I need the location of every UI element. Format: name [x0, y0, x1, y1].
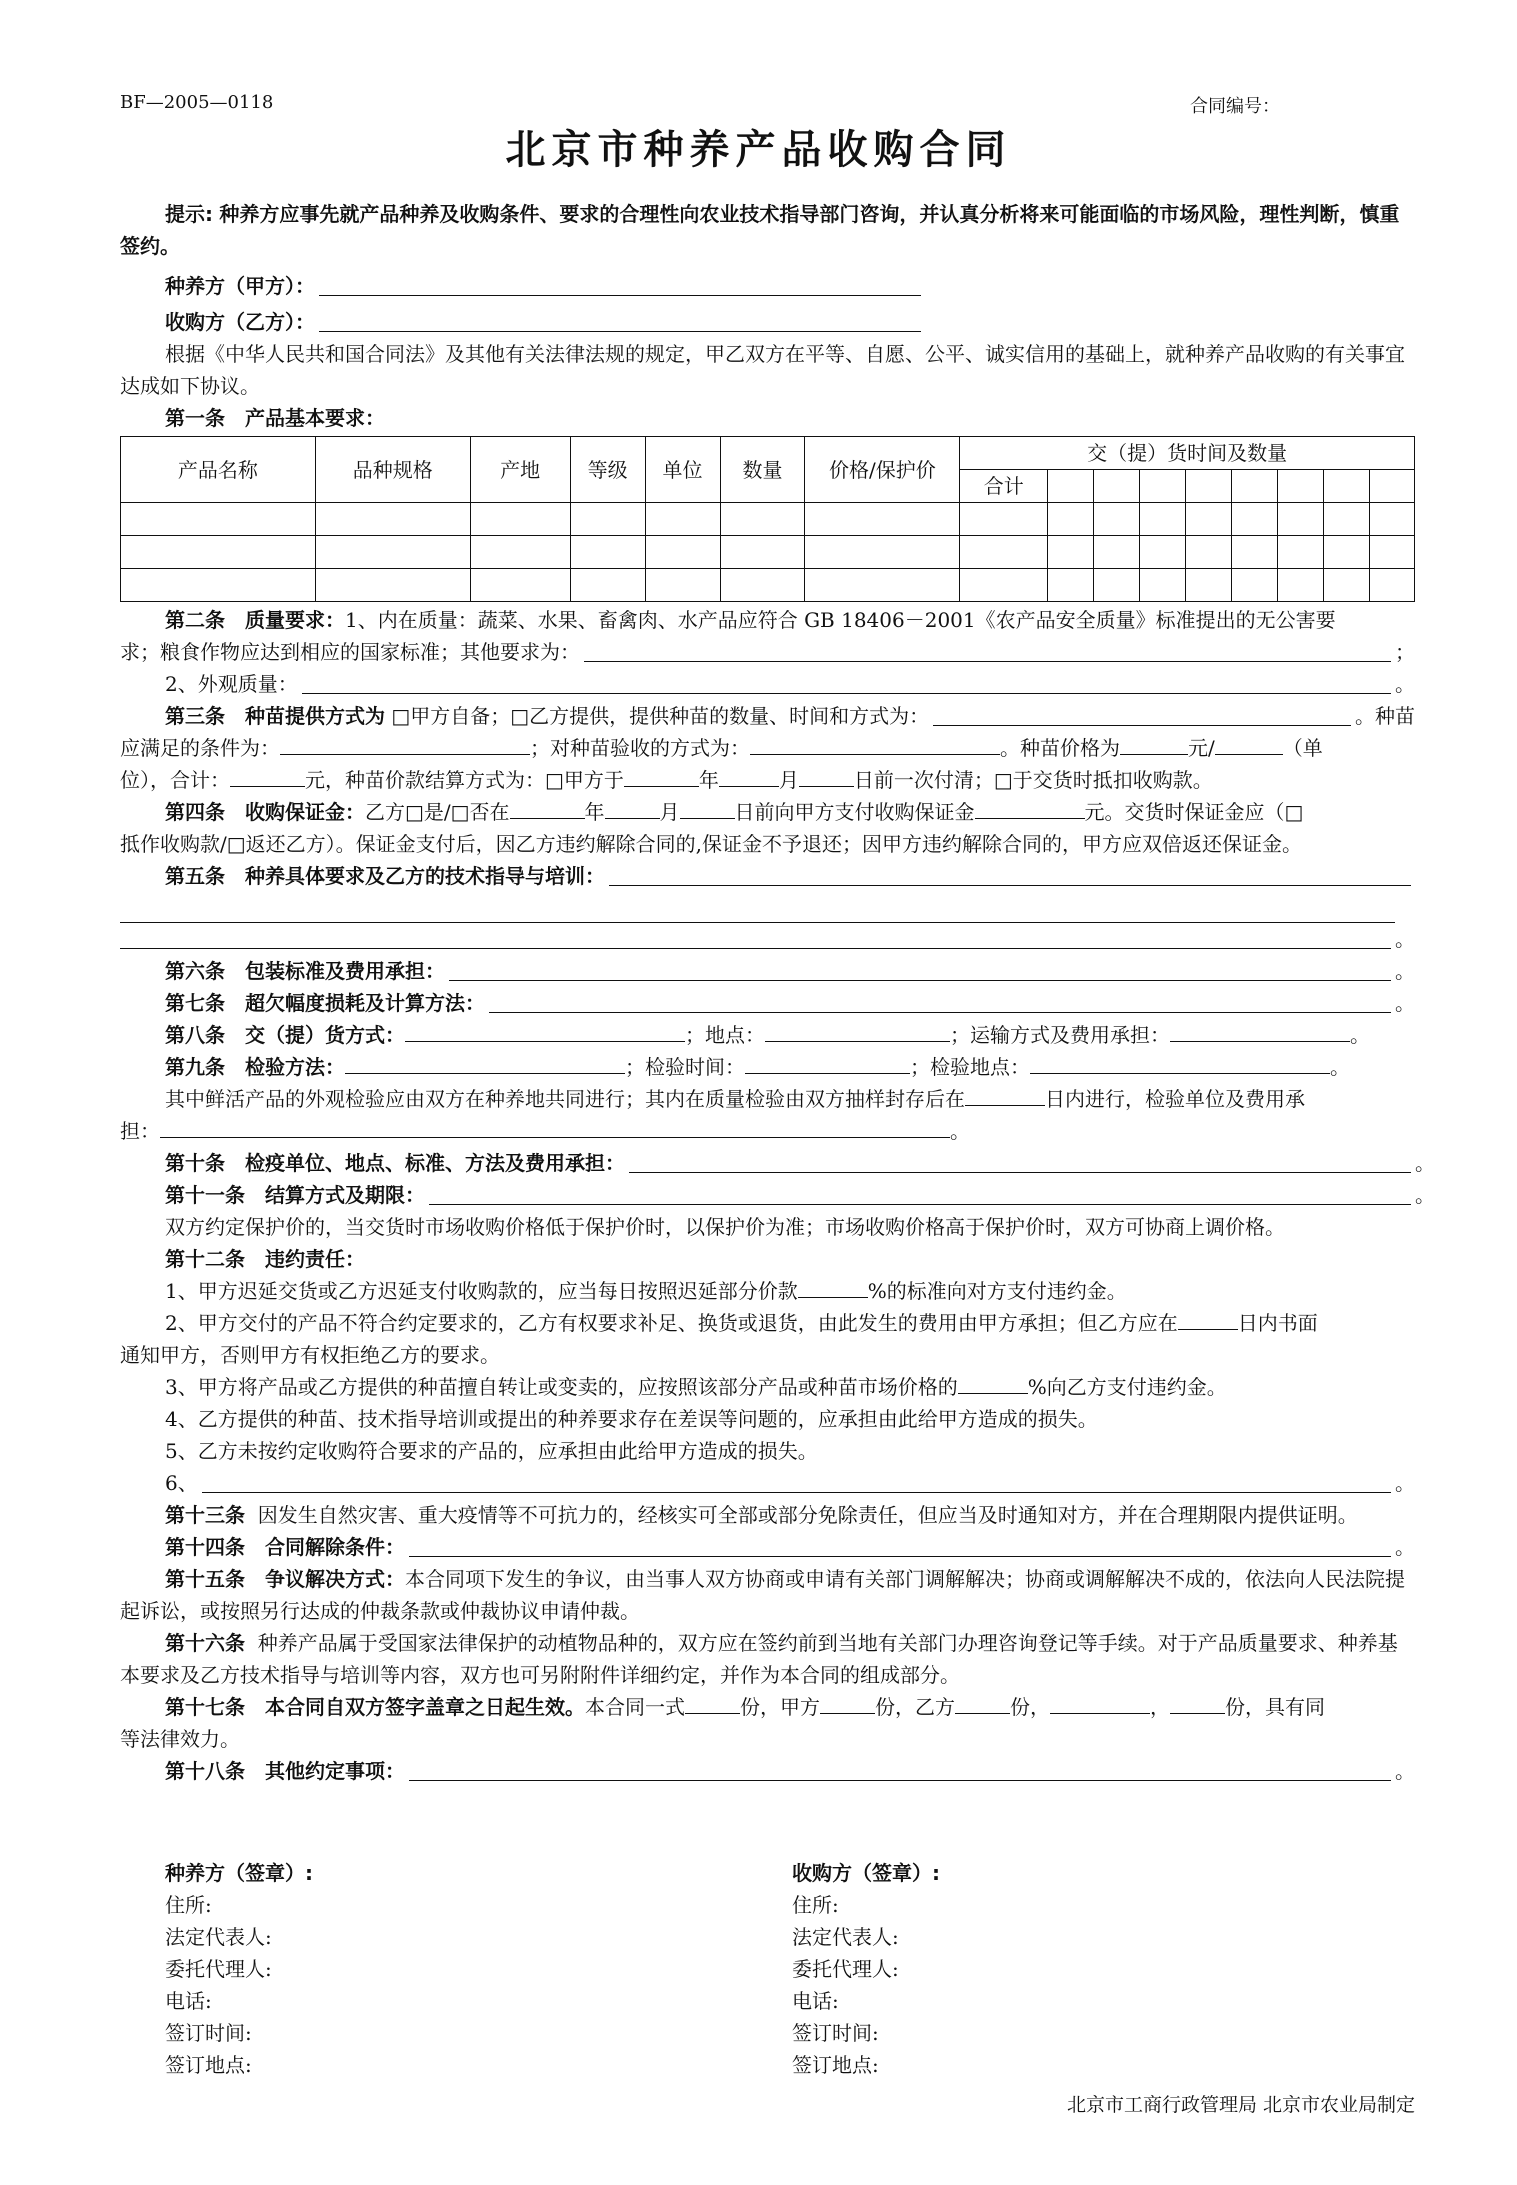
article-5-heading: 第五条 种养具体要求及乙方的技术指导与培训： — [165, 864, 605, 888]
article-10-heading: 第十条 检疫单位、地点、标准、方法及费用承担： — [165, 1151, 625, 1175]
article-17 — [120, 1691, 1415, 1723]
legal-rep-label: 法定代表人: — [165, 1925, 272, 1949]
col-unit: 单位 — [645, 437, 720, 503]
party-a-row — [120, 270, 925, 302]
period: 。 — [1395, 991, 1415, 1015]
sign-time-label: 签订时间: — [792, 2021, 879, 2045]
other-holder-field[interactable] — [1050, 1693, 1150, 1714]
settlement-label: 元，种苗价款结算方式为：□甲方于 — [305, 768, 624, 792]
deposit-year-field[interactable] — [510, 798, 585, 819]
article-9-text-1: 其中鲜活产品的外观检验应由双方在种养地共同进行；其内在质量检验由双方抽样封存后在 — [165, 1087, 965, 1111]
other-copies-field[interactable] — [1170, 1693, 1225, 1714]
deposit-text-e: 元。交货时保证金应（□ — [1084, 800, 1304, 824]
article-5-line-3 — [120, 923, 1415, 955]
item-2-text-b: 日内书面 — [1237, 1311, 1318, 1335]
article-9-heading: 第九条 检验方法： — [165, 1055, 345, 1079]
deposit-month-field[interactable] — [605, 798, 660, 819]
article-3-line-3 — [120, 764, 1415, 796]
month-label: 月 — [778, 768, 799, 792]
col-product-name: 产品名称 — [121, 437, 316, 503]
settlement-method-field[interactable] — [429, 1180, 1411, 1205]
inspection-days-field[interactable] — [965, 1085, 1045, 1106]
other-terms-field[interactable] — [409, 1756, 1391, 1781]
article-17-heading: 第十七条 本合同自双方签字盖章之日起生效。 — [165, 1695, 585, 1719]
tech-guidance-field-1[interactable] — [609, 861, 1411, 886]
article-7 — [120, 987, 1415, 1019]
item-2-text-a: 2、甲方交付的产品不符合约定要求的，乙方有权要求补足、换货或退货，由此发生的费用由甲方承担；但乙方应在 — [165, 1311, 1178, 1335]
period: 。 — [1415, 1151, 1435, 1175]
article-10 — [120, 1147, 1435, 1179]
party-b-field[interactable] — [319, 307, 921, 332]
month-field[interactable] — [719, 766, 779, 787]
article-13-text: 因发生自然灾害、重大疫情等不可抗力的，经核实可全部或部分免除责任，但应当及时通知对方，并在合理期限内提供证明。 — [257, 1503, 1358, 1527]
article-17-cont: 等法律效力。 — [120, 1727, 240, 1751]
sign-time-label: 签订时间: — [165, 2021, 252, 2045]
deposit-amount-field[interactable] — [975, 798, 1085, 819]
article-3-line-1 — [120, 700, 1415, 732]
article-12-item-5: 5、乙方未按约定收购符合要求的产品的，应承担由此给甲方造成的损失。 — [165, 1439, 818, 1463]
period: 。 — [1350, 1023, 1370, 1047]
article-16-heading: 第十六条 — [165, 1631, 245, 1655]
deposit-year-label: 年 — [584, 800, 605, 824]
agent-label: 委托代理人: — [165, 1957, 272, 1981]
party-b-signature-block — [792, 1857, 940, 2081]
total-label: 位），合计： — [120, 768, 230, 792]
article-2-heading: 第二条 质量要求： — [165, 608, 345, 632]
article-18 — [120, 1755, 1415, 1787]
yuan-per: 元/ — [1188, 736, 1215, 760]
article-4-heading: 第四条 收购保证金： — [165, 800, 365, 824]
article-3-heading: 第三条 种苗提供方式为 — [165, 704, 385, 728]
article-2-line-1 — [120, 604, 1415, 636]
deposit-text-a: 乙方□是/□否在 — [365, 800, 510, 824]
period: 。 — [1395, 672, 1415, 696]
contract-number-label: 合同编号： — [1190, 96, 1280, 117]
notice-label: 提示: — [165, 202, 213, 226]
day-field[interactable] — [799, 766, 854, 787]
party-a-signature-block — [165, 1857, 313, 2081]
period: 。 — [1395, 959, 1415, 983]
sign-place-label: 签订地点: — [165, 2053, 252, 2077]
article-5-line-1 — [120, 860, 1415, 892]
inspection-method-field[interactable] — [345, 1053, 625, 1074]
seedling-price-field[interactable] — [1120, 734, 1188, 755]
copies-end: 份，具有同 — [1225, 1695, 1325, 1719]
article-2-text-2: 求；粮食作物应达到相应的国家标准；其他要求为： — [120, 640, 580, 664]
article-4-line-2: 抵作收购款/□返还乙方）。保证金支付后，因乙方违约解除合同的,保证金不予退还；因甲方违约解除合同的，甲方应双倍返还保证金。 — [120, 832, 1302, 856]
packaging-field[interactable] — [449, 956, 1391, 981]
article-3-text-1-end: 。种苗 — [1355, 704, 1415, 728]
quarantine-field[interactable] — [629, 1148, 1411, 1173]
article-13 — [120, 1499, 1415, 1531]
inspection-place-label: ；检验地点： — [910, 1055, 1030, 1079]
article-12-item-6 — [120, 1467, 1415, 1499]
article-2-line-3 — [120, 668, 1415, 700]
issuer-footer: 北京市工商行政管理局 北京市农业局制定 — [1066, 2094, 1415, 2116]
party-b-copies-field[interactable] — [955, 1693, 1010, 1714]
legal-rep-label: 法定代表人: — [792, 1925, 899, 1949]
item-1-text-b: %的标准向对方支付违约金。 — [867, 1279, 1127, 1303]
period: 。 — [1395, 927, 1415, 951]
article-18-heading: 第十八条 其他约定事项： — [165, 1759, 405, 1783]
item-1-text-a: 1、甲方迟延交货或乙方迟延支付收购款的，应当每日按照迟延部分价款 — [165, 1279, 798, 1303]
other-requirements-field[interactable] — [584, 637, 1391, 662]
article-3-line-2 — [120, 732, 1415, 764]
col-delivery: 交（提）货时间及数量 — [960, 437, 1415, 470]
notice-days-field[interactable] — [1178, 1309, 1238, 1330]
notice — [120, 198, 1415, 262]
contract-body — [120, 198, 1435, 1787]
article-7-heading: 第七条 超欠幅度损耗及计算方法： — [165, 991, 485, 1015]
article-12-item-2-cont: 通知甲方，否则甲方有权拒绝乙方的要求。 — [120, 1343, 500, 1367]
item-3-text-a: 3、甲方将产品或乙方提供的种苗擅自转让或变卖的，应按照该部分产品或种苗市场价格的 — [165, 1375, 958, 1399]
article-12-item-1 — [120, 1275, 1415, 1307]
col-quantity: 数量 — [720, 437, 805, 503]
unit-open: （单 — [1282, 736, 1323, 760]
table-row[interactable] — [121, 569, 1415, 602]
period: 。 — [1395, 1535, 1415, 1559]
party-b-signature-title: 收购方（签章）: — [792, 1861, 940, 1885]
article-12-item-3 — [120, 1371, 1415, 1403]
seedling-price-label: 。种苗价格为 — [1000, 736, 1120, 760]
address-label: 住所: — [792, 1893, 839, 1917]
period: 。 — [1395, 1759, 1415, 1783]
table-row[interactable] — [121, 536, 1415, 569]
seedling-conditions-label: 应满足的条件为： — [120, 736, 280, 760]
year-field[interactable] — [624, 766, 699, 787]
col-variety: 品种规格 — [315, 437, 470, 503]
item-6-field[interactable] — [202, 1468, 1391, 1493]
party-a-signature-title: 种养方（签章）: — [165, 1861, 313, 1885]
seedling-supply-field[interactable] — [933, 701, 1351, 726]
article-2-text-1: 1、内在质量：蔬菜、水果、畜禽肉、水产品应符合 GB 18406－2001《农产品安全质量》标准提出的无公害要 — [345, 608, 1336, 632]
phone-label: 电话: — [792, 1989, 839, 2013]
period: 。 — [1395, 1471, 1415, 1495]
phone-label: 电话: — [165, 1989, 212, 2013]
col-grade: 等级 — [570, 437, 645, 503]
article-12-item-2 — [120, 1307, 1415, 1339]
deposit-month-label: 月 — [659, 800, 680, 824]
agent-label: 委托代理人: — [792, 1957, 899, 1981]
copies-sep: 份， — [1010, 1695, 1050, 1719]
page-title: 北京市种养产品收购合同 — [505, 127, 1012, 173]
article-12-heading: 第十二条 违约责任： — [165, 1247, 365, 1271]
delivery-place-label: ；地点： — [685, 1023, 765, 1047]
seedling-unit-field[interactable] — [1215, 734, 1283, 755]
deposit-day-field[interactable] — [680, 798, 735, 819]
settlement-text: 日前一次付清；□于交货时抵扣收购款。 — [853, 768, 1213, 792]
item-3-text-b: %向乙方支付违约金。 — [1027, 1375, 1227, 1399]
inspection-time-field[interactable] — [745, 1053, 910, 1074]
notice-text: 种养方应事先就产品种养及收购条件、要求的合理性向农业技术指导部门咨询，并认真分析将来可能面临的市场风险，理性判断，慎重签约。 — [120, 202, 1400, 258]
article-9 — [120, 1051, 1415, 1083]
address-label: 住所: — [165, 1893, 212, 1917]
party-a-copies-label: 份，甲方 — [740, 1695, 820, 1719]
period: 。 — [950, 1119, 970, 1143]
party-b-copies-label: 份，乙方 — [875, 1695, 955, 1719]
termination-field[interactable] — [409, 1532, 1391, 1557]
party-a-label: 种养方（甲方）： — [165, 274, 315, 298]
semicolon: ； — [1395, 640, 1415, 664]
period: 。 — [1330, 1055, 1350, 1079]
comma: ， — [1150, 1695, 1170, 1719]
article-4-line-1 — [120, 796, 1415, 828]
preamble: 根据《中华人民共和国合同法》及其他有关法律法规的规定，甲乙双方在平等、自愿、公平、诚实信用的基础上，就种养产品收购的有关事宜达成如下协议。 — [120, 342, 1405, 398]
article-11 — [120, 1179, 1435, 1211]
article-3-text-1: □甲方自备；□乙方提供，提供种苗的数量、时间和方式为： — [391, 704, 930, 728]
article-15-text: 本合同项下发生的争议，由当事人双方协商或申请有关部门调解解决；协商或调解解决不成的，依法向人民法院提起诉讼，或按照另行达成的仲裁条款或仲裁协议申请仲裁。 — [120, 1567, 1405, 1623]
seedling-total-field[interactable] — [230, 766, 305, 787]
table-row[interactable] — [121, 503, 1415, 536]
party-a-field[interactable] — [319, 271, 921, 296]
late-penalty-rate-field[interactable] — [798, 1277, 868, 1298]
article-14-heading: 第十四条 合同解除条件： — [165, 1535, 405, 1559]
article-8-heading: 第八条 交（提）货方式： — [165, 1023, 405, 1047]
article-6-heading: 第六条 包装标准及费用承担： — [165, 959, 445, 983]
transport-label: ；运输方式及费用承担： — [950, 1023, 1170, 1047]
delivery-method-field[interactable] — [405, 1021, 685, 1042]
article-8 — [120, 1019, 1415, 1051]
product-table — [120, 436, 1415, 602]
article-13-heading: 第十三条 — [165, 1503, 245, 1527]
col-price: 价格/保护价 — [805, 437, 960, 503]
inspection-time-label: ；检验时间： — [625, 1055, 745, 1079]
seedling-acceptance-label: ；对种苗验收的方式为： — [530, 736, 750, 760]
appearance-quality-field[interactable] — [302, 669, 1391, 694]
article-14 — [120, 1531, 1415, 1563]
period: 。 — [1415, 1183, 1435, 1207]
article-6 — [120, 955, 1415, 987]
article-15-heading: 第十五条 争议解决方式： — [165, 1567, 405, 1591]
transport-field[interactable] — [1170, 1021, 1350, 1042]
seedling-conditions-field[interactable] — [280, 734, 530, 755]
article-11-heading: 第十一条 结算方式及期限： — [165, 1183, 425, 1207]
appearance-quality-label: 2、外观质量： — [165, 672, 298, 696]
article-2-line-2 — [120, 636, 1415, 668]
article-1-heading: 第一条 产品基本要求： — [165, 406, 385, 430]
article-16 — [120, 1627, 1415, 1691]
col-origin: 产地 — [470, 437, 570, 503]
item-6-label: 6、 — [165, 1471, 198, 1495]
loss-calc-field[interactable] — [489, 988, 1391, 1013]
article-11-text: 双方约定保护价的，当交货时市场收购价格低于保护价时，以保护价为准；市场收购价格高于保护价时，双方可协商上调价格。 — [165, 1215, 1285, 1239]
article-15 — [120, 1563, 1415, 1627]
party-b-label: 收购方（乙方）： — [165, 310, 315, 334]
form-code: BF—2005—0118 — [120, 92, 274, 113]
delivery-place-field[interactable] — [765, 1021, 950, 1042]
article-9-line-3 — [120, 1115, 1415, 1147]
article-9-text — [120, 1083, 1415, 1115]
tech-guidance-field-3[interactable] — [120, 924, 1391, 949]
col-total: 合计 — [960, 470, 1048, 503]
sign-place-label: 签订地点: — [792, 2053, 879, 2077]
article-9-text-1b: 日内进行，检验单位及费用承 — [1045, 1087, 1305, 1111]
deposit-text-d: 日前向甲方支付收购保证金 — [734, 800, 975, 824]
party-a-copies-field[interactable] — [820, 1693, 875, 1714]
copies-field[interactable] — [685, 1693, 740, 1714]
resale-penalty-rate-field[interactable] — [958, 1373, 1028, 1394]
year-label: 年 — [698, 768, 719, 792]
party-b-row — [120, 306, 925, 338]
article-9-text-2: 担： — [120, 1119, 160, 1143]
inspection-cost-field[interactable] — [160, 1117, 950, 1138]
seedling-acceptance-field[interactable] — [750, 734, 1000, 755]
copies-label: 本合同一式 — [585, 1695, 685, 1719]
article-16-text: 种养产品属于受国家法律保护的动植物品种的，双方应在签约前到当地有关部门办理咨询登记等手续。对于产品质量要求、种养基本要求及乙方技术指导与培训等内容，双方也可另附附件详细约定，并作为本合同的组成部分。 — [120, 1631, 1398, 1687]
article-12-item-4: 4、乙方提供的种苗、技术指导培训或提出的种养要求存在差误等问题的，应承担由此给甲方造成的损失。 — [165, 1407, 1098, 1431]
tech-guidance-field-2[interactable] — [120, 892, 1395, 923]
inspection-place-field[interactable] — [1030, 1053, 1330, 1074]
